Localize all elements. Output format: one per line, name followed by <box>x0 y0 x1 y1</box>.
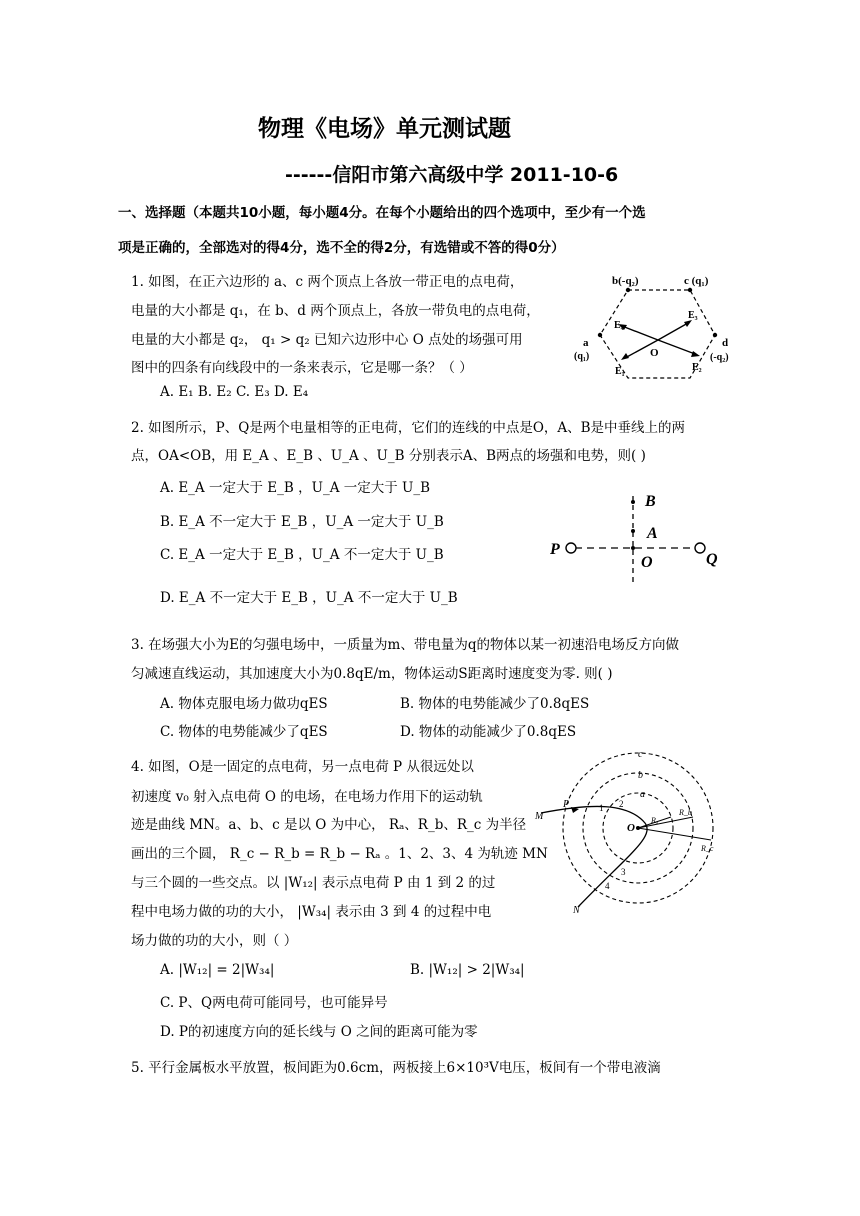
label-a: A <box>647 525 658 542</box>
page-subtitle: ------信阳市第六高级中学 2011-10-6 <box>285 164 619 186</box>
label-rc: R_c <box>701 844 714 853</box>
charge-p <box>566 543 576 553</box>
label-a: a <box>583 337 589 349</box>
label-o: O <box>641 554 653 571</box>
label-b: b <box>638 770 643 781</box>
point-b <box>631 500 635 504</box>
q3-line2: 匀减速直线运动，其加速度大小为0.8qE/m，物体运动S距离时速度变为零. 则( ) <box>131 666 613 682</box>
q4-line1: 4. 如图，O是一固定的点电荷，另一点电荷 P 从很远处以 <box>131 759 474 775</box>
label-e3: E₃ <box>688 310 698 321</box>
q5-line1: 5. 平行金属板水平放置，板间距为0.6cm，两板接上6×10³V电压，板间有一个带电液滴 <box>131 1060 661 1076</box>
q3-option-a: A. 物体克服电场力做功qES <box>160 696 328 712</box>
q4-option-c: C. P、Q两电荷可能同号，也可能异号 <box>160 995 388 1011</box>
label-b: b(-q₂) <box>612 275 639 287</box>
q4-line3: 迹是曲线 MN。a、b、c 是以 O 为中心， Rₐ、R_b、R_c 为半径 <box>131 817 527 833</box>
q1-line1: 1. 如图，在正六边形的 a、c 两个顶点上各放一带正电的点电荷， <box>131 274 524 290</box>
trajectory-figure <box>533 745 723 915</box>
q1-options: A. E₁ B. E₂ C. E₃ D. E₄ <box>160 384 309 400</box>
radius-c <box>638 828 711 840</box>
q4-option-a: A. |W₁₂| = 2|W₃₄| <box>160 962 275 978</box>
q2-option-b: B. E_A 不一定大于 E_B ，U_A 一定大于 U_B <box>160 514 444 530</box>
label-p: P <box>550 541 560 558</box>
label-n: N <box>573 905 580 915</box>
q4-option-d: D. P的初速度方向的延长线与 O 之间的距离可能为零 <box>160 1024 478 1040</box>
vertex-c-dot <box>688 288 692 292</box>
label-e1: E₁ <box>615 366 625 377</box>
q4-line5: 与三个圆的一些交点。以 |W₁₂| 表示点电荷 P 由 1 到 2 的过 <box>131 875 496 891</box>
label-e2: E₂ <box>692 362 702 373</box>
q2-line1: 2. 如图所示，P、Q是两个电量相等的正电荷，它们的连线的中点是O，A、B是中垂线上的两 <box>131 420 686 436</box>
label-o: O <box>627 822 635 834</box>
vertex-d-dot <box>713 333 717 337</box>
label-e4: E₄ <box>614 320 624 331</box>
label-d: d <box>722 337 729 349</box>
vector-e3 <box>658 323 688 340</box>
vector-e3-arrowhead <box>684 320 692 327</box>
q3-option-c: C. 物体的电势能减少了qES <box>160 724 328 740</box>
vertex-a-dot <box>598 333 602 337</box>
label-1: 1 <box>599 803 604 813</box>
q3-line1: 3. 在场强大小为E的匀强电场中，一质量为m、带电量为q的物体以某一初速沿电场反方向做 <box>131 637 679 653</box>
vertex-b-dot <box>626 288 630 292</box>
label-o: O <box>650 347 659 359</box>
label-c: c (q₁) <box>684 275 709 287</box>
section-heading-line1: 一、选择题（本题共10小题，每小题4分。在每个小题给出的四个选项中，至少有一个选 <box>118 205 646 221</box>
label-4: 4 <box>605 881 610 891</box>
label-p: P <box>563 799 570 810</box>
midpoint-o <box>631 546 635 550</box>
label-a: a <box>640 789 645 800</box>
q1-line4: 图中的四条有向线段中的一条来表示，它是哪一条？（ ） <box>131 360 473 376</box>
label-m: M <box>535 811 544 822</box>
q3-option-d: D. 物体的动能减少了0.8qES <box>400 724 577 740</box>
label-3: 3 <box>621 867 626 877</box>
point-a <box>631 529 635 533</box>
label-rb: R_b <box>679 808 692 817</box>
q4-line6: 程中电场力做的功的大小， |W₃₄| 表示由 3 到 4 的过程中电 <box>131 904 492 920</box>
q1-line3: 电量的大小都是 q₂， q₁ > q₂ 已知六边形中心 O 点处的场强可用 <box>131 332 523 348</box>
vector-e4 <box>622 326 658 340</box>
q4-line4: 画出的三个圆， R_c − R_b = R_b − Rₐ 。1、2、3、4 为轨迹 MN <box>131 846 548 862</box>
label-a-charge: (q₁) <box>574 351 590 362</box>
label-d-charge: (-q₂) <box>710 352 729 363</box>
charge-q <box>695 543 705 553</box>
q2-option-d: D. E_A 不一定大于 E_B ，U_A 不一定大于 U_B <box>160 590 458 606</box>
section-heading-line2: 项是正确的，全部选对的得4分，选不全的得2分，有选错或不答的得0分） <box>118 240 565 256</box>
q3-option-b: B. 物体的电势能减少了0.8qES <box>400 696 590 712</box>
page-title: 物理《电场》单元测试题 <box>258 116 511 142</box>
vector-e2-arrowhead <box>691 351 700 357</box>
q4-option-b: B. |W₁₂| > 2|W₃₄| <box>410 962 525 978</box>
q2-option-a: A. E_A 一定大于 E_B ，U_A 一定大于 U_B <box>160 480 431 496</box>
vector-e1-arrowhead <box>621 353 629 360</box>
q2-option-c: C. E_A 一定大于 E_B ，U_A 不一定大于 U_B <box>160 547 444 563</box>
vector-e2 <box>658 340 695 354</box>
label-q: Q <box>706 551 718 568</box>
hexagon-figure <box>570 268 740 388</box>
q2-line2: 点，OA<OB，用 E_A 、E_B 、U_A 、U_B 分别表示A、B两点的场强和电势，则( ) <box>131 448 646 464</box>
label-c: c <box>638 749 643 760</box>
label-b: B <box>645 493 656 510</box>
q4-line7: 场力做的功的大小，则（ ） <box>131 933 298 949</box>
label-ra: Rₐ <box>651 816 659 825</box>
label-2: 2 <box>619 799 624 809</box>
q4-line2: 初速度 v₀ 射入点电荷 O 的电场，在电场力作用下的运动轨 <box>131 789 483 805</box>
charges-pq-figure <box>545 488 725 584</box>
q1-line2: 电量的大小都是 q₁，在 b、d 两个顶点上，各放一带负电的点电荷， <box>131 303 540 319</box>
